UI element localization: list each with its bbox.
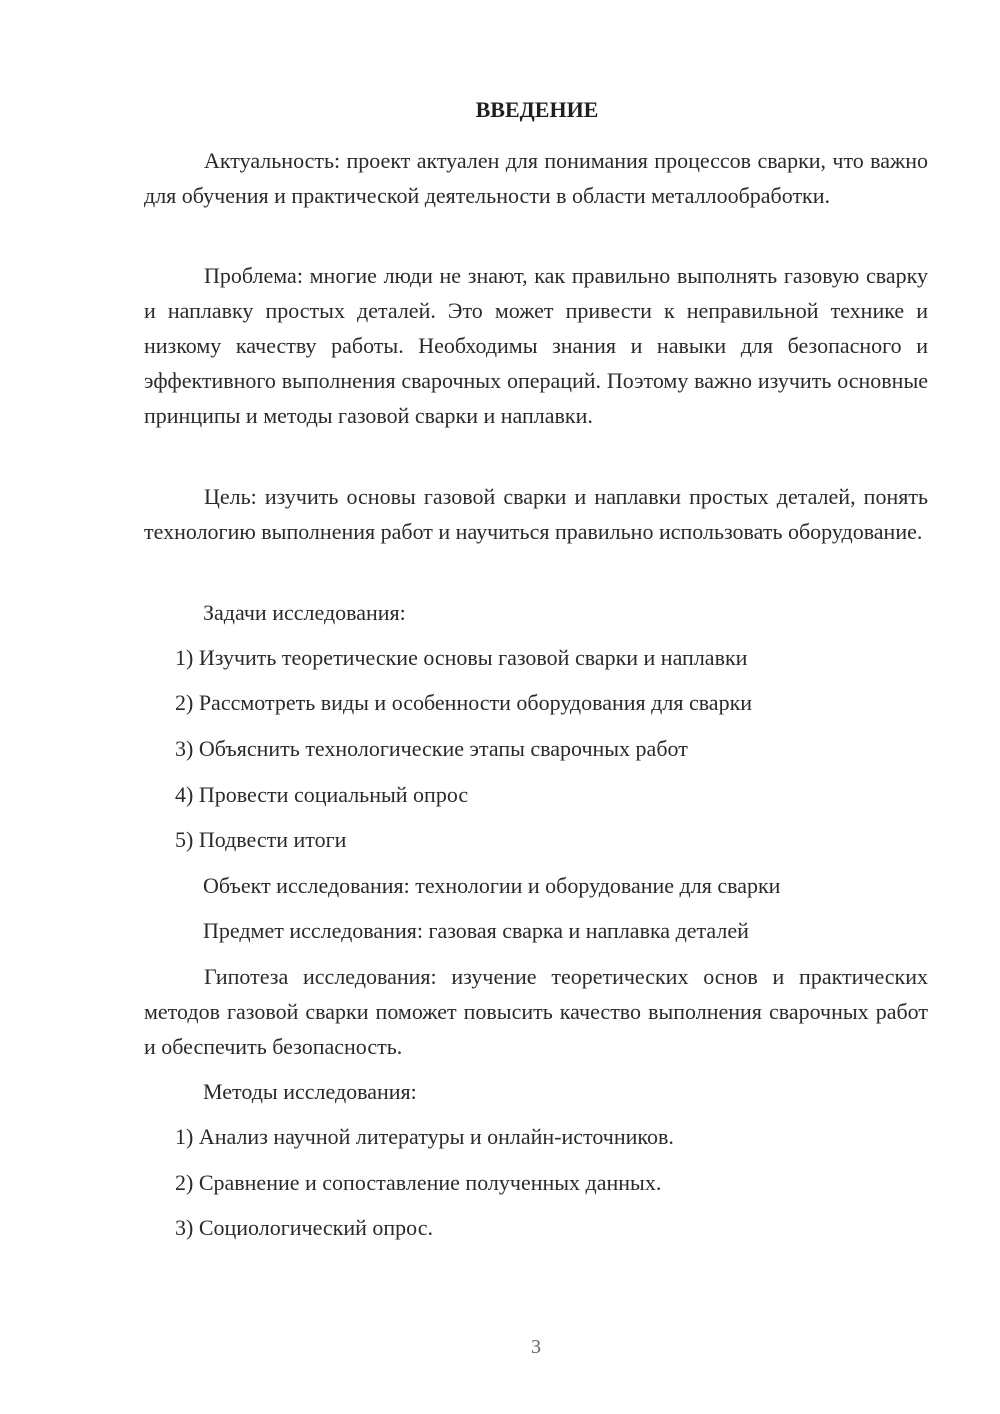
method-item: 2) Сравнение и сопоставление полученных данных. [175, 1170, 662, 1195]
page-title: ВВЕДЕНИЕ [475, 97, 599, 122]
goal-paragraph: Цель: изучить основы газовой сварки и наплавки простых деталей, понять технологию выполнения работ и научиться правильно использовать оборудование. [144, 484, 928, 544]
page-number: 3 [531, 1336, 541, 1358]
task-item: 2) Рассмотреть виды и особенности оборудования для сварки [175, 690, 753, 715]
task-item: 3) Объяснить технологические этапы сварочных работ [175, 736, 688, 761]
methods-heading: Методы исследования: [203, 1079, 417, 1104]
method-item: 1) Анализ научной литературы и онлайн-источников. [175, 1124, 674, 1149]
relevance-paragraph: Актуальность: проект актуален для понимания процессов сварки, что важно для обучения и практической деятельности в области металлообработки. [144, 148, 928, 208]
task-item: 4) Провести социальный опрос [175, 782, 469, 807]
task-item: 1) Изучить теоретические основы газовой сварки и наплавки [175, 645, 748, 670]
hypothesis-paragraph: Гипотеза исследования: изучение теоретических основ и практических методов газовой сварки поможет повысить качество выполнения сварочных работ и обеспечить безопасность. [144, 964, 928, 1059]
research-subject: Предмет исследования: газовая сварка и наплавка деталей [203, 918, 749, 943]
task-item: 5) Подвести итоги [175, 827, 347, 852]
problem-paragraph: Проблема: многие люди не знают, как правильно выполнять газовую сварку и наплавку простых деталей. Это может привести к неправильной технике и низкому качеству работы. Необходимы знания и навыки для безопасного и эффективного выполнения сварочных операций. Поэтому важно изучить основные принципы и методы газовой сварки и наплавки. [144, 263, 928, 428]
method-item: 3) Социологический опрос. [175, 1215, 433, 1240]
research-object: Объект исследования: технологии и оборудование для сварки [203, 873, 781, 898]
tasks-heading: Задачи исследования: [203, 600, 406, 625]
